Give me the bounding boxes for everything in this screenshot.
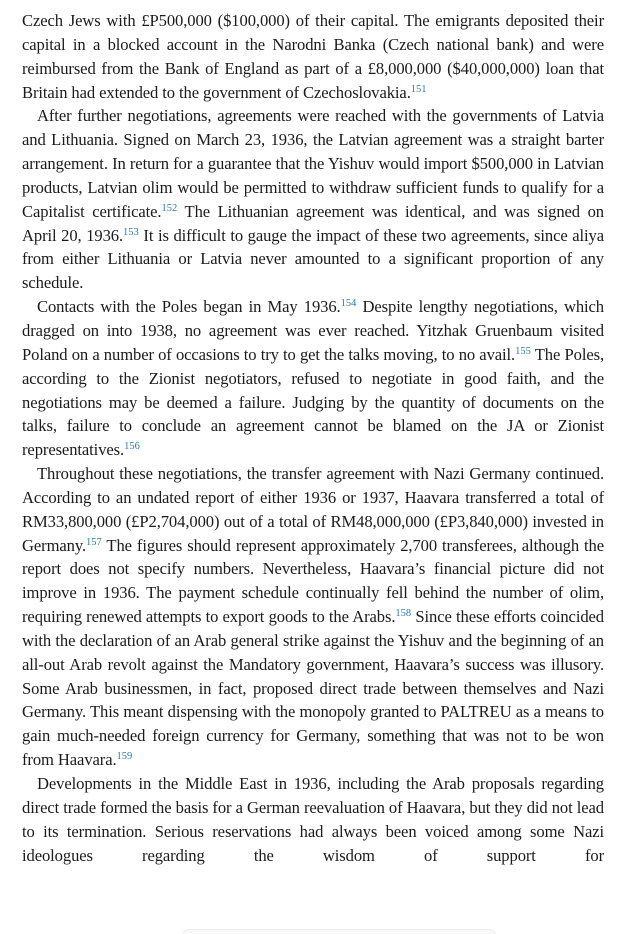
text-run: Since these efforts coincided with the declaration of an Arab general strike against the Yishuv and the beginning of an all-out Arab revolt against the Mandatory government, Haavara’s success was illusory. Some Arab businessmen, in fact, proposed direct trade between themselves and Nazi Germany. This meant dispensing with the monopoly granted to PALTREU as a means to gain much-needed foreign currency for Germany, something that was not to be won from Haavara. <box>22 607 604 770</box>
text-run: The Poles, according to the Zionist negotiators, refused to negotiate in good faith, and the negotiations may be deemed a failure. Judging by the quantity of documents on the talks, failure to conclude an agreement cannot be blamed on the JA or Zionist representatives. <box>22 344 604 460</box>
footnote-ref-152[interactable]: 152 <box>161 202 178 214</box>
footnote-ref-158[interactable]: 158 <box>395 608 412 620</box>
footnote-ref-154[interactable]: 154 <box>340 298 357 310</box>
paragraph <box>22 9 604 104</box>
bottom-sheet-edge <box>182 929 496 934</box>
text-run: Despite lengthy negotiations, which dragged on into 1938, no agreement was ever reached. Yitzhak Gruenbaum visited Poland on a number of occasions to try to get the talks moving, to no avail. <box>22 297 604 364</box>
text-column <box>22 9 604 867</box>
footnote-ref-159[interactable]: 159 <box>116 751 133 763</box>
text-run: Contacts with the Poles began in May 1936. <box>37 297 341 317</box>
text-run: Developments in the Middle East in 1936, including the Arab proposals regarding direct trade formed the basis for a German reevaluation of Haavara, but they did not lead to its termination. Serious reservations had always been voiced among some Nazi ideologues regarding the wisdom of support for <box>22 774 604 865</box>
footnote-ref-153[interactable]: 153 <box>123 226 139 238</box>
paragraph <box>22 104 604 295</box>
text-run: The Lithuanian agreement was identical, and was signed on April 20, 1936. <box>22 201 604 245</box>
footnote-ref-155[interactable]: 155 <box>515 346 531 358</box>
footnote-ref-156[interactable]: 156 <box>124 441 140 453</box>
footnote-ref-151[interactable]: 151 <box>410 83 427 95</box>
text-run: After further negotiations, agreements were reached with the governments of Latvia and Lithuania. Signed on March 23, 1936, the Latvian agreement was a straight barter arrangement. In return for a guarantee that the Yishuv would import $500,000 in Latvian products, Latvian olim would be permitted to withdraw sufficient funds to qualify for a Capitalist certificate. <box>22 106 604 221</box>
text-run: Czech Jews with £P500,000 ($100,000) of their capital. The emigrants deposited their capital in a blocked account in the Narodni Banka (Czech national bank) and were reimbursed from the Bank of England as part of a £8,000,000 ($40,000,000) loan that Britain had extended to the government of Czechoslovakia. <box>22 11 604 102</box>
text-run: It is difficult to gauge the impact of these two agreements, since aliya from either Lithuania or Latvia never amounted to a significant proportion of any schedule. <box>22 225 604 293</box>
text-run: The figures should represent approximately 2,700 transferees, although the report does not specify numbers. Nevertheless, Haavara’s financial picture did not improve in 1936. The payment schedule continually fell behind the number of olim, requiring renewed attempts to export goods to the Arabs. <box>22 535 604 627</box>
footnote-ref-157[interactable]: 157 <box>86 536 102 548</box>
paragraph <box>22 295 604 462</box>
text-run: Throughout these negotiations, the transfer agreement with Nazi Germany continued. According to an undated report of either 1936 or 1937, Haavara transferred a total of RM33,800,000 (£P2,704,000) out of a total of RM48,000,000 (£P3,840,000) invested in Germany. <box>22 464 604 555</box>
paragraph <box>22 772 604 867</box>
paragraph <box>22 462 604 772</box>
